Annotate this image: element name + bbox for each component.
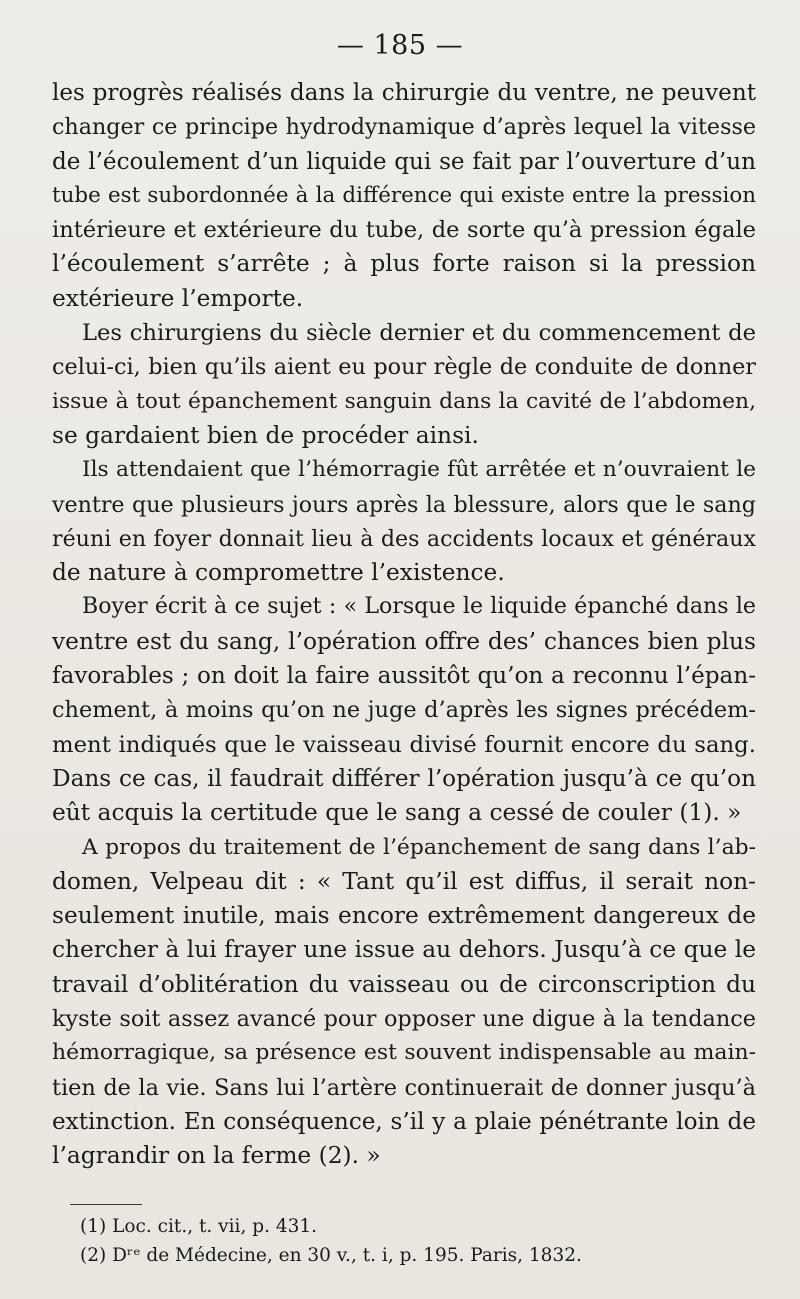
text-line: extérieure l’emporte. (52, 284, 304, 312)
text-line: se gardaient bien de procéder ainsi. (52, 421, 479, 449)
text-line: l’agrandir on la ferme (2). » (52, 1142, 381, 1170)
footnote: (1) Loc. cit., t. vii, p. 431. (80, 1216, 318, 1237)
text-line: tien de la vie. Sans lui l’artère continuerait de donner jusqu’à (52, 1074, 756, 1101)
text-line: favorables ; on doit la faire aussitôt qu’on a reconnu l’épan- (52, 663, 756, 690)
text-line: réuni en foyer donnait lieu à des accidents locaux et généraux (52, 525, 756, 552)
text-line: Boyer écrit à ce sujet : « Lorsque le liquide épanché dans le (82, 594, 756, 620)
body-text (52, 76, 756, 1174)
text-line: ventre est du sang, l’opération offre des’ chances bien plus (52, 627, 756, 655)
text-line: hémorragique, sa présence est souvent indispensable au main- (52, 1040, 756, 1066)
text-line: ventre que plusieurs jours après la blessure, alors que le sang (52, 491, 756, 518)
text-line: ment indiqués que le vaisseau divisé fournit encore du sang. (52, 731, 756, 758)
text-line: Ils attendaient que l’hémorragie fût arrêtée et n’ouvraient le (82, 457, 756, 483)
text-line: de nature à compromettre l’existence. (52, 559, 505, 587)
footnote-divider (70, 1204, 142, 1205)
text-line: intérieure et extérieure du tube, de sorte qu’à pression égale (52, 217, 756, 244)
text-line: kyste soit assez avancé pour opposer une digue à la tendance (52, 1006, 756, 1033)
text-line: Dans ce cas, il faudrait différer l’opération jusqu’à ce qu’on (52, 764, 756, 792)
text-line: l’écoulement s’arrête ; à plus forte raison si la pression (52, 250, 756, 278)
page-number: — 185 — (336, 30, 464, 61)
text-line: Les chirurgiens du siècle dernier et du commencement de (82, 320, 756, 347)
text-line: changer ce principe hydrodynamique d’après lequel la vitesse (52, 114, 756, 141)
text-line: A propos du traitement de l’épanchement de sang dans l’ab- (82, 834, 756, 860)
footnote: (2) Dʳᵉ de Médecine, en 30 v., t. i, p. 195. Paris, 1832. (80, 1245, 582, 1266)
text-line: seulement inutile, mais encore extrêmement dangereux de (52, 902, 756, 930)
text-line: celui-ci, bien qu’ils aient eu pour règle de conduite de donner (52, 354, 756, 381)
text-line: tube est subordonnée à la différence qui existe entre la pression (52, 182, 756, 208)
text-line: chement, à moins qu’on ne juge d’après les signes précédem- (52, 697, 756, 724)
text-line: chercher à lui frayer une issue au dehors. Jusqu’à ce que le (52, 936, 756, 964)
text-line: de l’écoulement d’un liquide qui se fait par l’ouverture d’un (52, 148, 756, 175)
footnotes (80, 1212, 700, 1270)
text-line: domen, Velpeau dit : « Tant qu’il est diffus, il serait non- (52, 867, 756, 895)
text-line: travail d’oblitération du vaisseau ou de circonscription du (52, 970, 756, 998)
text-line: extinction. En conséquence, s’il y a plaie pénétrante loin de (52, 1108, 756, 1135)
text-line: eût acquis la certitude que le sang a cessé de couler (1). » (52, 799, 742, 827)
text-line: issue à tout épanchement sanguin dans la cavité de l’abdomen, (52, 388, 756, 414)
text-line: les progrès réalisés dans la chirurgie du ventre, ne peuvent (52, 80, 756, 106)
